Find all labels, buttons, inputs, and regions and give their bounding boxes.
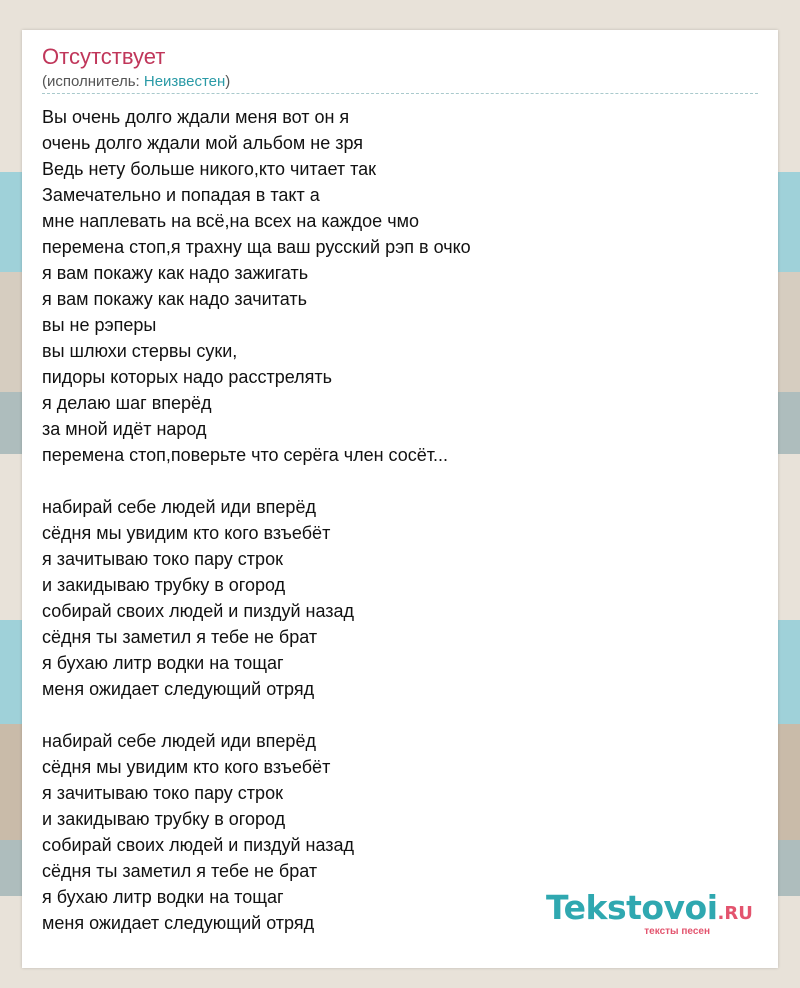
- lyrics-body: [42, 104, 752, 936]
- lyric-line: сёдня ты заметил я тебе не брат: [42, 627, 318, 647]
- lyric-line: я делаю шаг вперёд: [42, 393, 212, 413]
- lyric-line: перемена стоп,поверьте что серёга член сосёт...: [42, 445, 449, 465]
- lyric-line: пидоры которых надо расстрелять: [42, 367, 332, 387]
- lyrics-stanza: [42, 104, 752, 468]
- lyric-line: я зачитываю токо пару строк: [42, 549, 283, 569]
- lyric-line: я вам покажу как надо зажигать: [42, 263, 309, 283]
- song-title: Отсутствует: [42, 44, 166, 69]
- lyric-line: сёдня мы увидим кто кого взъебёт: [42, 523, 331, 543]
- lyric-line: очень долго ждали мой альбом не зря: [42, 133, 364, 153]
- lyric-line: я зачитываю токо пару строк: [42, 783, 283, 803]
- lyric-line: Вы очень долго ждали меня вот он я: [42, 107, 350, 127]
- lyrics-stanza: [42, 494, 752, 702]
- lyric-line: сёдня мы увидим кто кого взъебёт: [42, 757, 331, 777]
- lyric-line: и закидываю трубку в огород: [42, 575, 286, 595]
- lyric-line: собирай своих людей и пиздуй назад: [42, 601, 355, 621]
- lyric-line: набирай себе людей иди вперёд: [42, 497, 316, 517]
- lyric-line: собирай своих людей и пиздуй назад: [42, 835, 355, 855]
- lyric-line: я вам покажу как надо зачитать: [42, 289, 307, 309]
- lyrics-card: [22, 30, 778, 968]
- lyric-line: и закидываю трубку в огород: [42, 809, 286, 829]
- lyric-line: сёдня ты заметил я тебе не брат: [42, 861, 318, 881]
- lyric-line: Замечательно и попадая в такт а: [42, 185, 320, 205]
- lyric-line: меня ожидает следующий отряд: [42, 679, 315, 699]
- site-logo[interactable]: [546, 888, 754, 938]
- lyric-line: мне наплевать на всё,на всех на каждое чмо: [42, 211, 419, 231]
- lyric-line: Ведь нету больше никого,кто читает так: [42, 159, 377, 179]
- lyric-line: меня ожидает следующий отряд: [42, 913, 315, 933]
- lyric-line: вы не рэперы: [42, 315, 157, 335]
- artist-suffix: ): [225, 73, 231, 90]
- lyric-line: я бухаю литр водки на тощаг: [42, 887, 284, 907]
- logo-tld: .RU: [717, 903, 753, 924]
- lyric-line: за мной идёт народ: [42, 419, 207, 439]
- dashed-divider: [42, 93, 758, 94]
- lyric-line: вы шлюхи стервы суки,: [42, 341, 238, 361]
- artist-prefix: (исполнитель:: [42, 73, 144, 90]
- logo-name: Tekstovoi: [546, 888, 718, 927]
- logo-tagline: тексты песен: [644, 926, 710, 937]
- artist-link[interactable]: Неизвестен: [143, 73, 226, 90]
- lyric-line: набирай себе людей иди вперёд: [42, 731, 316, 751]
- lyric-line: перемена стоп,я трахну ща ваш русский рэп в очко: [42, 237, 471, 257]
- lyric-line: я бухаю литр водки на тощаг: [42, 653, 284, 673]
- artist-line: [42, 73, 230, 91]
